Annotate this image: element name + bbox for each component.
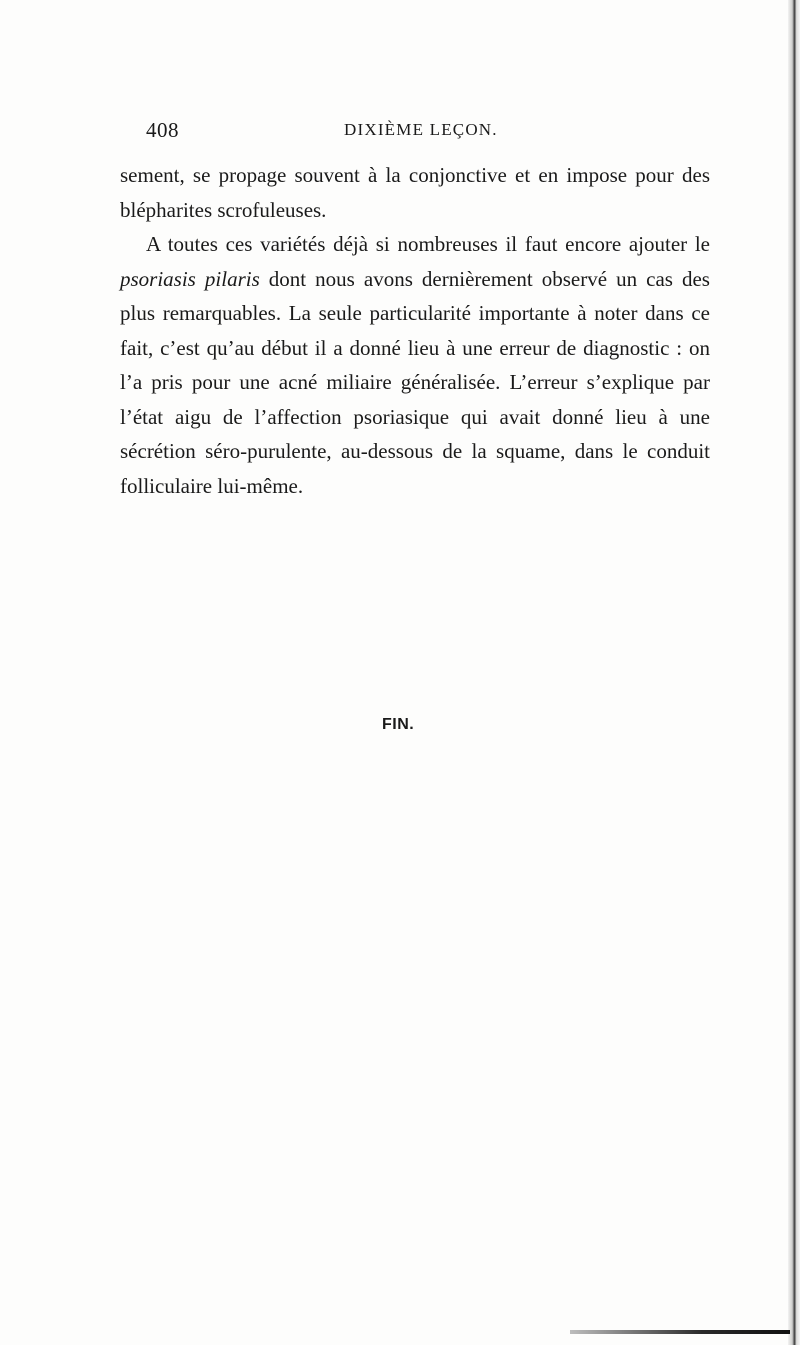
paragraph-continuation: sement, se propage souvent à la conjonctive et en impose pour des blépharites scrofuleuses. [120,163,710,222]
body-text [120,158,710,503]
paragraph-text-before: A toutes ces variétés déjà si nombreuses il faut encore ajouter le [146,232,710,256]
page-header [146,118,711,148]
paragraph-text-after: dont nous avons dernièrement observé un cas des plus remarquables. La seule particularité importante à noter dans ce fait, c’est qu’au début il a donné lieu à une erreur de diagnostic : on l’a pris pour une acné miliaire généralisée. L’erreur s’explique par l’état aigu de l’affection psoriasique qui avait donné lieu à une sécrétion séro-purulente, au-dessous de la squame, dans le conduit folliculaire lui-même. [120,266,710,498]
page-binding-edge [788,0,800,1345]
page-number: 408 [146,118,179,142]
bottom-edge-shadow [570,1330,790,1334]
fin-label: FIN. [382,716,415,733]
paragraph-psoriasis [120,227,710,503]
running-head: DIXIÈME LEÇON. [344,120,498,139]
italic-term: psoriasis pilaris [120,266,260,291]
